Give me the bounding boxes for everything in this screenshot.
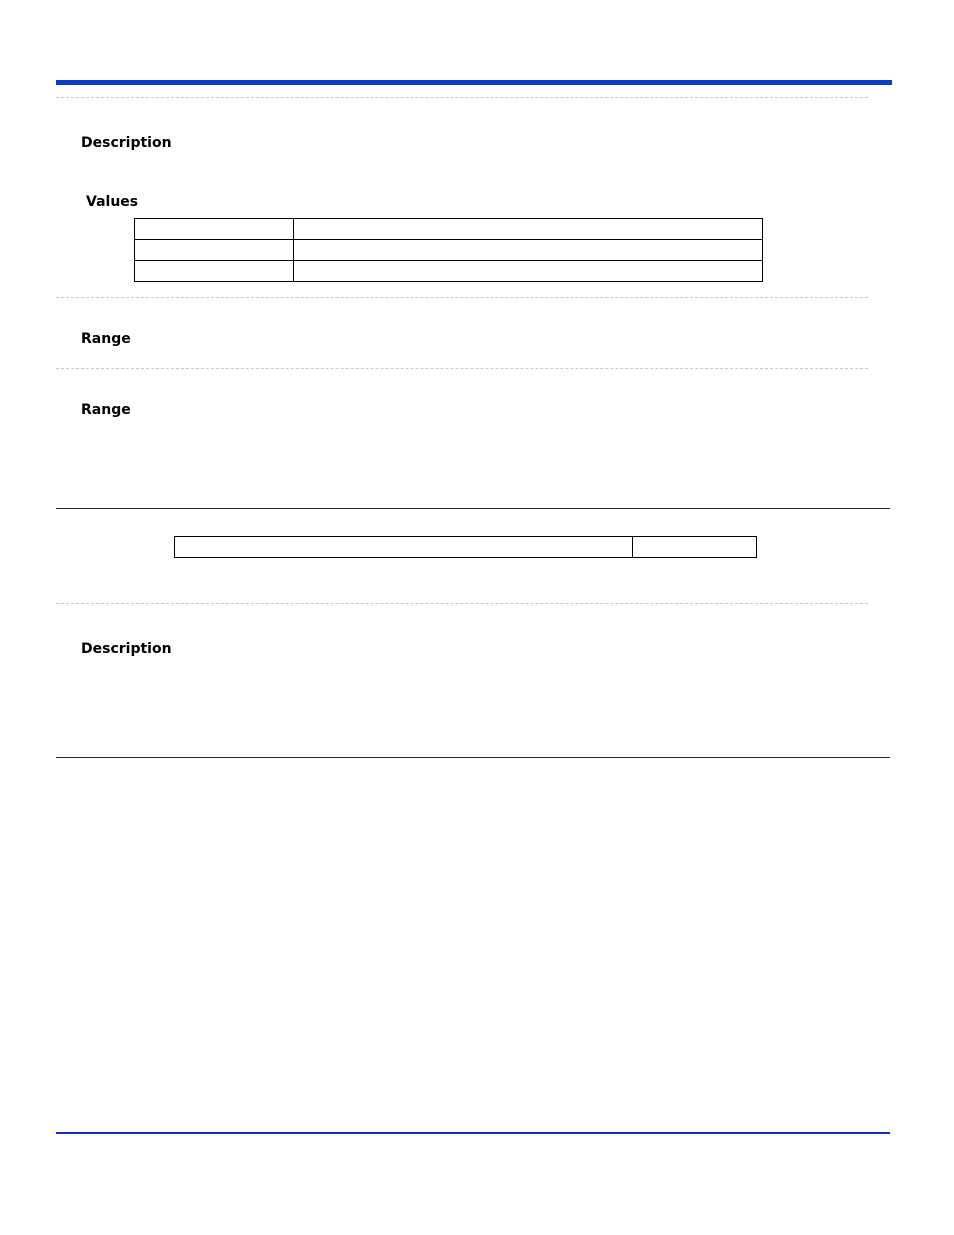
- footer-accent-bar: [56, 1132, 890, 1134]
- table-cell: [135, 240, 294, 261]
- values-table: [134, 218, 763, 282]
- solid-divider-1: [56, 508, 890, 509]
- section-divider-2: [56, 297, 868, 298]
- table-cell: [135, 219, 294, 240]
- single-row-table: [174, 536, 757, 558]
- solid-divider-2: [56, 757, 890, 758]
- table-cell: [135, 261, 294, 282]
- table-cell: [294, 219, 763, 240]
- table-cell: [294, 240, 763, 261]
- section-divider-4: [56, 603, 868, 604]
- table-cell: [294, 261, 763, 282]
- section-divider-1: [56, 97, 868, 98]
- table-cell: [633, 537, 757, 558]
- range-heading-2: Range: [81, 402, 131, 418]
- section-divider-3: [56, 368, 868, 369]
- description-heading-1: Description: [81, 135, 172, 151]
- table-row: [135, 240, 763, 261]
- table-row: [135, 219, 763, 240]
- values-heading: Values: [86, 194, 139, 210]
- table-cell: [175, 537, 633, 558]
- range-heading-1: Range: [81, 331, 131, 347]
- table-row: [175, 537, 757, 558]
- table-row: [135, 261, 763, 282]
- header-accent-bar: [56, 80, 892, 85]
- description-heading-2: Description: [81, 641, 172, 657]
